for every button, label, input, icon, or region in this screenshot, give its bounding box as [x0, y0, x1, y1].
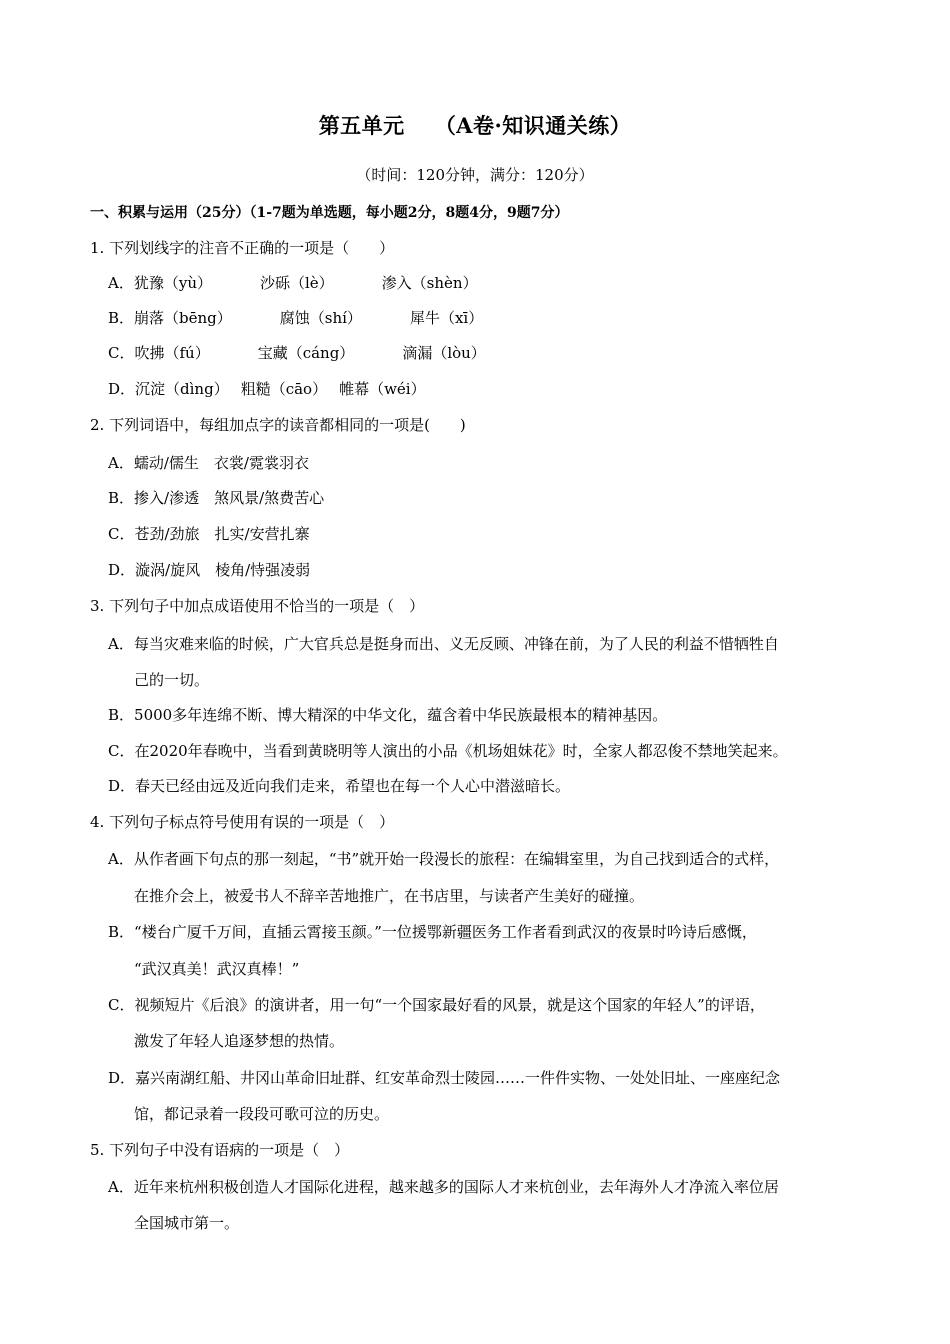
exam-info: （时间：120分钟，满分：120分）: [356, 166, 594, 184]
question-4-option-c-cont: 激发了年轻人追逐梦想的热情。: [134, 1032, 345, 1050]
option-item: 犀牛（xī）: [409, 309, 484, 327]
option-item: 沉淀（dìng）: [135, 380, 229, 398]
option-item: 粗糙（cāo）: [240, 380, 328, 398]
option-item: 腐蚀（shí）: [279, 309, 362, 327]
option-item: 吹拂（fú）: [134, 344, 210, 362]
option-item: 帷幕（wéi）: [339, 380, 426, 398]
question-5-option-a: A．近年来杭州积极创造人才国际化进程，越来越多的国际人才来杭创业，去年海外人才净流入率位居: [108, 1178, 779, 1196]
question-3-stem: 3. 下列句子中加点成语使用不恰当的一项是（ ）: [90, 597, 425, 615]
question-2-stem: 2. 下列词语中，每组加点字的读音都相同的一项是( ): [90, 416, 466, 434]
question-1-option-d: D．沉淀（dìng） 粗糙（cāo） 帷幕（wéi）: [108, 380, 426, 398]
section-heading: 一、积累与运用（25分）（1-7题为单选题，每小题2分，8题4分，9题7分）: [90, 205, 569, 221]
question-4-option-b-cont: “武汉真美！武汉真棒！”: [134, 960, 300, 978]
option-item: 宝藏（cáng）: [257, 344, 355, 362]
question-1-option-b: B．崩落（bēng） 腐蚀（shí） 犀牛（xī）: [108, 309, 484, 327]
question-1-stem: 1. 下列划线字的注音不正确的一项是（ ）: [90, 239, 395, 257]
option-item: 渗入（shèn）: [381, 274, 478, 292]
question-4-stem: 4. 下列句子标点符号使用有误的一项是（ ）: [90, 813, 395, 831]
question-5-option-a-cont: 全国城市第一。: [134, 1214, 240, 1232]
question-2-option-d: D．漩涡/旋风 棱角/恃强凌弱: [108, 561, 311, 579]
title-main: 第五单元: [318, 113, 405, 138]
title-sub: （A卷·知识通关练）: [434, 113, 632, 138]
question-3-option-a: A．每当灾难来临的时候，广大官兵总是挺身而出、义无反顾、冲锋在前，为了人民的利益不惜牺牲自: [108, 635, 779, 653]
option-item: 滴漏（lòu）: [402, 344, 486, 362]
question-4-option-c: C．视频短片《后浪》的演讲者，用一句“一个国家最好看的风景，就是这个国家的年轻人”的评语，: [108, 996, 765, 1014]
question-4-option-a: A．从作者画下句点的那一刻起，“书”就开始一段漫长的旅程：在编辑室里，为自己找到适合的式样，: [108, 850, 780, 868]
question-3-option-b: B．5000多年连绵不断、博大精深的中华文化，蕴含着中华民族最根本的精神基因。: [108, 706, 668, 724]
option-item: 犹豫（yù）: [133, 274, 212, 292]
question-2-option-c: C．苍劲/劲旅 扎实/安营扎寨: [108, 525, 310, 543]
question-4-option-d-cont: 馆，都记录着一段段可歌可泣的历史。: [134, 1105, 390, 1123]
question-1-option-a: A．犹豫（yù） 沙砾（lè） 渗入（shèn）: [108, 274, 478, 292]
question-4-option-b: B．“楼台广厦千万间，直插云霄接玉颜。”一位援鄂新疆医务工作者看到武汉的夜景时吟诗后感慨，: [108, 923, 757, 941]
question-5-stem: 5. 下列句子中没有语病的一项是（ ）: [90, 1141, 350, 1159]
question-3-option-a-cont: 己的一切。: [134, 671, 210, 689]
option-item: 崩落（bēng）: [134, 309, 232, 327]
page-title: [0, 110, 950, 140]
question-2-option-b: B．掺入/渗透 煞风景/煞费苦心: [108, 489, 325, 507]
question-4-option-d: D．嘉兴南湖红船、井冈山革命旧址群、红安革命烈士陵园……一件件实物、一处处旧址、一座座纪念: [108, 1069, 781, 1087]
question-2-option-a: A．蠕动/儒生 衣裳/霓裳羽衣: [108, 454, 309, 472]
question-4-option-a-cont: 在推介会上，被爱书人不辞辛苦地推广，在书店里，与读者产生美好的碰撞。: [134, 887, 645, 905]
question-3-option-c: C．在2020年春晚中，当看到黄晓明等人演出的小品《机场姐妹花》时，全家人都忍俊不禁地笑起来。: [108, 742, 788, 760]
option-item: 沙砾（lè）: [259, 274, 334, 292]
question-3-option-d: D．春天已经由远及近向我们走来，希望也在每一个人心中潜滋暗长。: [108, 777, 571, 795]
question-1-option-c: C．吹拂（fú） 宝藏（cáng） 滴漏（lòu）: [108, 344, 486, 362]
